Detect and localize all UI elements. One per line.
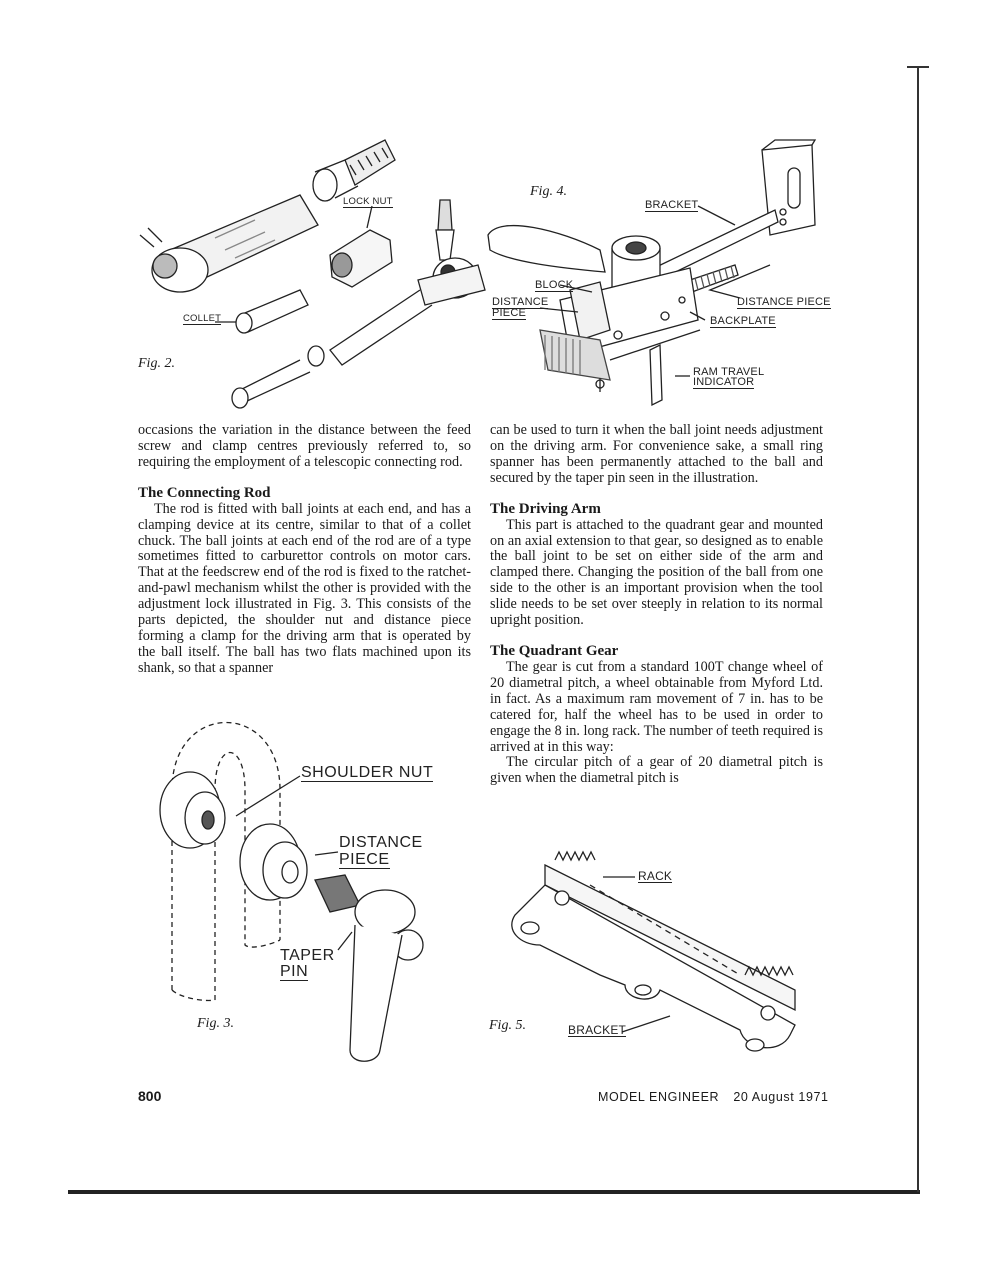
right-paragraph-quadrant-2: The circular pitch of a gear of 20 diametral pitch is given when the diametral pitch is [490,754,823,787]
page-number: 800 [138,1088,162,1104]
fig4-label-distance-piece-left-1: DISTANCE [492,296,549,308]
right-edge-rule [917,68,919,1192]
fig4-label-bracket: BRACKET [645,199,699,211]
fig5-label-rack: RACK [638,869,673,883]
fig3-label-distance-1: DISTANCE [339,834,423,851]
right-paragraph-continued: can be used to turn it when the ball joint needs adjustment on the driving arm. For convenience sake, a small ring spanner has been permanently attached to the ball and secured by the taper pin seen in the illustration. [490,422,823,486]
fig2-label-lock-nut: LOCK NUT [343,196,393,207]
footer-date: 20 August 1971 [733,1090,829,1104]
fig3-label-shoulder-nut: SHOULDER NUT [301,764,434,781]
left-paragraph-intro: occasions the variation in the distance between the feed screw and clamp centres previously referred to, so requiring the employment of a telescopic connecting rod. [138,422,471,470]
fig4-label-block: BLOCK [535,279,574,291]
fig3-caption: Fig. 3. [197,1016,234,1031]
right-paragraph-quadrant-1: The gear is cut from a standard 100T change wheel of 20 diametral pitch, a wheel obtainable from Myford Ltd. in fact. As a maximum ram movement of 7 in. has to be catered for, half the wheel has to be used in order to engage the 8 in. long rack. The number of teeth required is arrived at in this way: [490,658,823,755]
fig2-caption: Fig. 2. [138,356,175,371]
bottom-rule [68,1190,920,1194]
right-paragraph-driving-arm: This part is attached to the quadrant gear and mounted on an axial extension to that gear, so designed as to enable the ball joint to be set on either side of the arm and clamped there. Changing the position of the ball from one side to the other is an important provision when the tool slide needs to be set over steeply in relation to its normal upright position. [490,516,823,629]
left-paragraph-connecting-rod: The rod is fitted with ball joints at each end, and has a clamping device at its centre, similar to that of a collet chuck. The ball joints at each end of the rod are of a type sometimes fitted to carburettor controls on motor cars. That at the feedscrew end of the rod is fixed to the ratchet-and-pawl mechanism whilst the other is provided with the adjustment lock illustrated in Fig. 3. This consists of the parts depicted, the shoulder nut and distance piece forming a clamp for the driving arm that is operated by the ball itself. The ball has two flats machined upon its shank, so that a spanner [138,500,471,676]
top-right-mark [907,66,929,68]
footer-magazine: MODEL ENGINEER [598,1090,720,1104]
footer-magazine-issue [598,1090,829,1104]
fig3-label-taper-2: PIN [280,963,309,980]
heading-driving-arm: The Driving Arm [490,500,601,517]
fig2-label-collet: COLLET [183,313,222,324]
heading-connecting-rod: The Connecting Rod [138,484,271,501]
fig3-label-taper-1: TAPER [280,947,335,964]
fig4-label-ram-travel-1: RAM TRAVEL [693,366,765,378]
fig4-caption: Fig. 4. [530,184,567,199]
fig4-label-distance-piece-right: DISTANCE PIECE [737,296,831,308]
fig4-label-distance-piece-left-2: PIECE [492,307,527,319]
fig5-caption: Fig. 5. [489,1018,526,1033]
fig4-label-backplate: BACKPLATE [710,315,776,327]
heading-quadrant-gear: The Quadrant Gear [490,642,619,659]
fig3-label-distance-2: PIECE [339,851,390,868]
fig5-label-bracket: BRACKET [568,1023,627,1037]
fig4-label-ram-travel-2: INDICATOR [693,376,755,388]
